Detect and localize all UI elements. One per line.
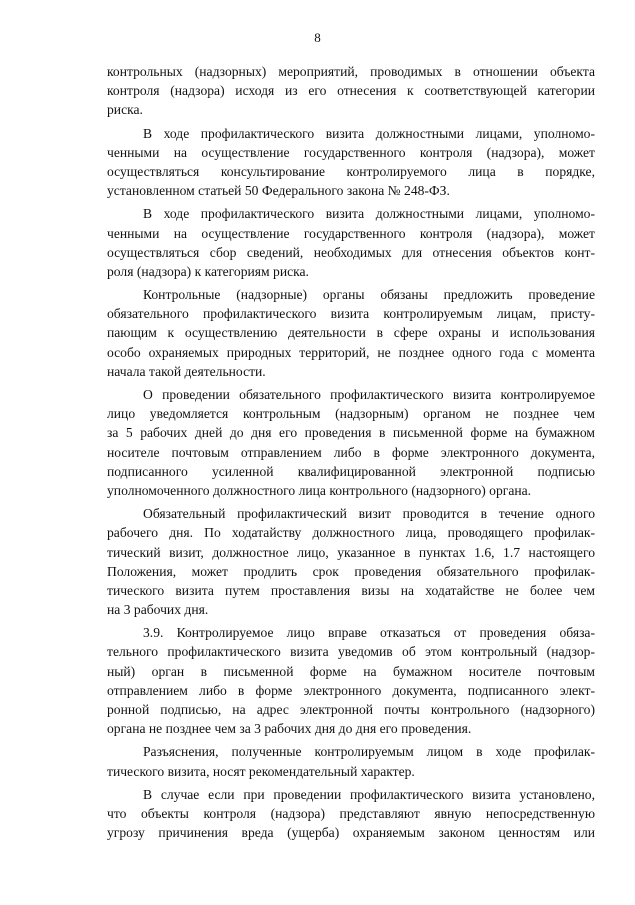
text-line: О проведении обязательного профилактического визита контролируемое [143, 387, 595, 402]
text-line: ченными на осуществление государственного контроля (надзора), может [107, 144, 595, 160]
text-line: начала такой деятельности. [107, 363, 266, 379]
paragraph [107, 385, 595, 500]
paragraph [107, 62, 595, 120]
text-line: лицо уведомляется контрольным (надзорным) органом не позднее чем [107, 406, 595, 422]
text-line: отправлением либо в форме электронного документа, подписанного элект- [107, 682, 595, 698]
text-line: пающим к осуществлению деятельности в сфере охраны и использования [107, 325, 595, 341]
paragraph [107, 742, 595, 780]
text-line: Контрольные (надзорные) органы обязаны предложить проведение [143, 287, 595, 303]
text-line: носителе почтовым отправлением либо в форме электронного документа, [107, 444, 595, 460]
text-line: особо охраняемых природных территорий, не позднее одного года с момента [107, 344, 595, 360]
text-line: риска. [107, 102, 143, 118]
paragraph [107, 504, 595, 619]
text-line: ченными на осуществление государственного контроля (надзора), может [107, 225, 595, 241]
text-line: на 3 рабочих дня. [107, 602, 209, 618]
text-line: осуществляться сбор сведений, необходимых для отнесения объектов конт- [107, 244, 595, 260]
text-line: 3.9. Контролируемое лицо вправе отказаться от проведения обяза- [143, 625, 595, 641]
text-line: тический визит, должностное лицо, указанное в пунктах 1.6, 1.7 настоящего [107, 544, 595, 560]
text-line: контроля (надзора) исходя из его отнесения к соответствующей категории [107, 83, 595, 99]
text-line: тического визита путем проставления визы на ходатайстве не более чем [107, 582, 595, 598]
text-line: что объекты контроля (надзора) представляют явную непосредственную [107, 805, 595, 821]
text-line: тельного профилактического визита уведомив об этом контрольный (надзор- [107, 644, 595, 660]
text-line: установленном статьей 50 Федерального закона № 248-ФЗ. [107, 183, 450, 199]
text-line: тического визита, носят рекомендательный характер. [107, 763, 415, 779]
text-line: органа не позднее чем за 3 рабочих дня до дня его проведения. [107, 721, 472, 737]
paragraph [107, 623, 595, 738]
text-line: В ходе профилактического визита должностными лицами, уполномо- [143, 206, 595, 222]
text-line: Обязательный профилактический визит проводится в течение одного [143, 506, 595, 522]
text-line: рабочего дня. По ходатайству должностного лица, проводящего профилак- [107, 525, 595, 541]
text-line: уполномоченного должностного лица контрольного (надзорного) органа. [107, 482, 532, 498]
text-line: осуществляться консультирование контролируемого лица в порядке, [107, 163, 595, 179]
text-line: В ходе профилактического визита должностными лицами, уполномо- [143, 125, 595, 141]
text-line: ный) орган в письменной форме на бумажном носителе почтовым [107, 663, 595, 679]
text-line: Разъяснения, полученные контролируемым лицом в ходе профилак- [143, 744, 595, 760]
paragraph [107, 204, 595, 281]
paragraph [107, 785, 595, 843]
text-line: ронной подписью, на адрес электронной почты контрольного (надзорного) [107, 702, 595, 717]
text-line: за 5 рабочих дней до дня его проведения в письменной форме на бумажном [107, 425, 595, 441]
text-line: угрозу причинения вреда (ущерба) охраняемым законом ценностям или [107, 825, 595, 841]
text-line: подписанного усиленной квалифицированной электронной подписью [107, 463, 595, 479]
paragraph [107, 124, 595, 201]
document-body [107, 62, 595, 846]
text-line: контрольных (надзорных) мероприятий, проводимых в отношении объекта [107, 64, 595, 79]
paragraph [107, 285, 595, 381]
text-line: роля (надзора) к категориям риска. [107, 263, 309, 279]
page-number: 8 [314, 30, 321, 45]
text-line: В случае если при проведении профилактического визита установлено, [143, 786, 595, 802]
text-line: обязательного профилактического визита контролируемым лицам, присту- [107, 306, 595, 322]
text-line: Положения, может продлить срок проведения обязательного профилак- [107, 563, 595, 579]
